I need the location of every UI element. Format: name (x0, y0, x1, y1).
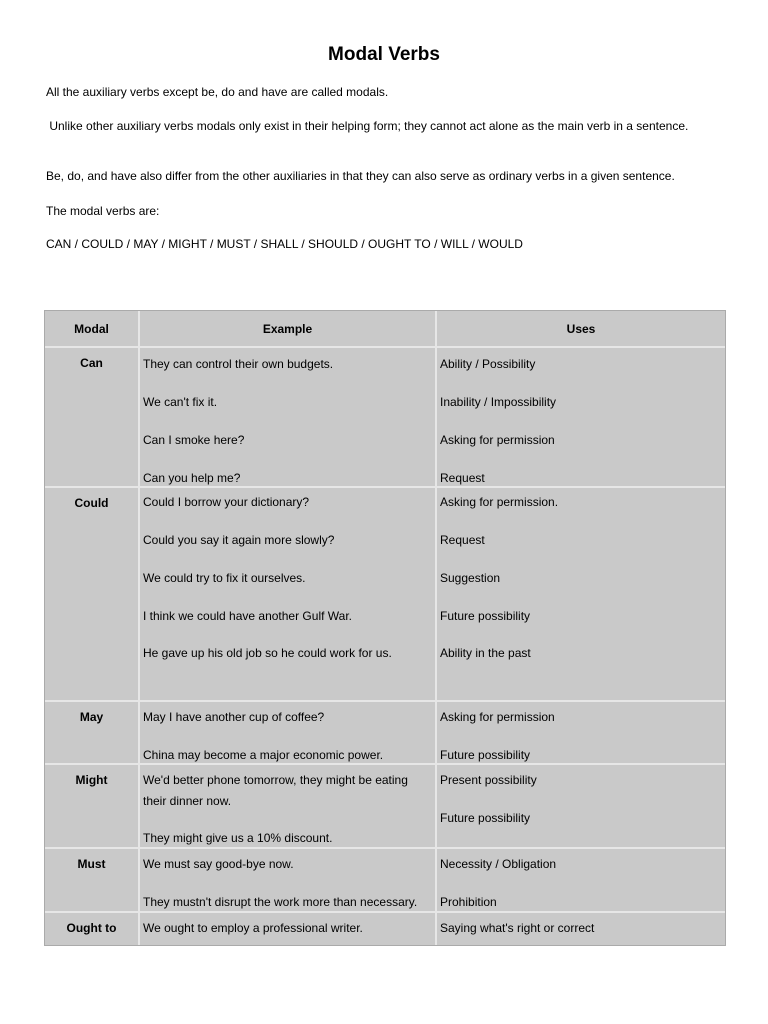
example-line: I think we could have another Gulf War. (143, 609, 352, 623)
use-line: Inability / Impossibility (440, 395, 557, 409)
example-line: Can you help me? (143, 471, 241, 485)
uses-cell (435, 702, 725, 763)
modal-cell: Could (74, 496, 109, 510)
example-line: They mustn't disrupt the work more than necessary. (143, 895, 418, 909)
use-line: Prohibition (440, 895, 497, 909)
modal-verb-list: CAN / COULD / MAY / MIGHT / MUST / SHALL / SHOULD / OUGHT TO / WILL / WOULD (46, 237, 523, 251)
use-line: Necessity / Obligation (440, 857, 557, 871)
uses-cell (435, 348, 725, 486)
example-line: We can't fix it. (143, 395, 218, 409)
example-line: We must say good-bye now. (143, 857, 294, 871)
example-line: They might give us a 10% discount. (143, 831, 333, 845)
intro-paragraph-4: The modal verbs are: (46, 204, 160, 218)
modal-cell: May (79, 710, 104, 724)
use-line: Ability in the past (440, 646, 531, 660)
example-line: May I have another cup of coffee? (143, 710, 325, 724)
use-line: Request (440, 471, 485, 485)
example-line: China may become a major economic power. (143, 748, 384, 762)
use-line: Saying what's right or correct (440, 921, 595, 935)
example-line: We could try to fix it ourselves. (143, 571, 306, 585)
modal-cell: Can (80, 356, 103, 370)
table-row-might (45, 765, 725, 849)
intro-paragraph-2: Unlike other auxiliary verbs modals only exist in their helping form; they cannot act alone as the main verb in a sentence. (46, 119, 689, 133)
modal-cell: Ought to (66, 921, 117, 935)
example-cell (138, 765, 435, 847)
uses-cell (435, 913, 725, 945)
use-line: Future possibility (440, 748, 531, 762)
table-header-row (45, 311, 725, 348)
header-modal: Modal (74, 321, 109, 336)
use-line: Asking for permission. (440, 495, 559, 509)
example-line: We ought to employ a professional writer. (143, 921, 363, 935)
use-line: Request (440, 533, 485, 547)
table-row-could (45, 488, 725, 702)
table-row-may (45, 702, 725, 765)
table-row-must (45, 849, 725, 913)
example-cell (138, 348, 435, 486)
use-line: Asking for permission (440, 433, 555, 447)
modal-cell: Must (77, 857, 106, 871)
example-line: Could you say it again more slowly? (143, 533, 335, 547)
intro-paragraph-1: All the auxiliary verbs except be, do and have are called modals. (46, 85, 389, 99)
modal-cell: Might (75, 773, 108, 787)
use-line: Asking for permission (440, 710, 555, 724)
page-title: Modal Verbs (328, 44, 440, 65)
use-line: Present possibility (440, 773, 537, 787)
modal-verbs-table (44, 310, 726, 946)
use-line: Ability / Possibility (440, 357, 536, 371)
example-line: We'd better phone tomorrow, they might be eating their dinner now. (143, 773, 408, 808)
example-line: They can control their own budgets. (143, 357, 334, 371)
table-row-can (45, 348, 725, 488)
example-cell (138, 702, 435, 763)
example-line: Could I borrow your dictionary? (143, 495, 310, 509)
uses-cell (435, 488, 725, 700)
example-line: He gave up his old job so he could work for us. (143, 646, 392, 660)
header-uses: Uses (435, 311, 725, 346)
example-cell (138, 849, 435, 911)
example-cell (138, 913, 435, 945)
example-line: Can I smoke here? (143, 433, 245, 447)
use-line: Future possibility (440, 811, 531, 825)
example-cell (138, 488, 435, 700)
intro-paragraph-3: Be, do, and have also differ from the other auxiliaries in that they can also serve as ordinary verbs in a given sentence. (46, 169, 675, 183)
use-line: Suggestion (440, 571, 501, 585)
table-row-ought-to (45, 913, 725, 945)
uses-cell (435, 849, 725, 911)
uses-cell (435, 765, 725, 847)
header-example: Example (138, 311, 435, 346)
use-line: Future possibility (440, 609, 531, 623)
